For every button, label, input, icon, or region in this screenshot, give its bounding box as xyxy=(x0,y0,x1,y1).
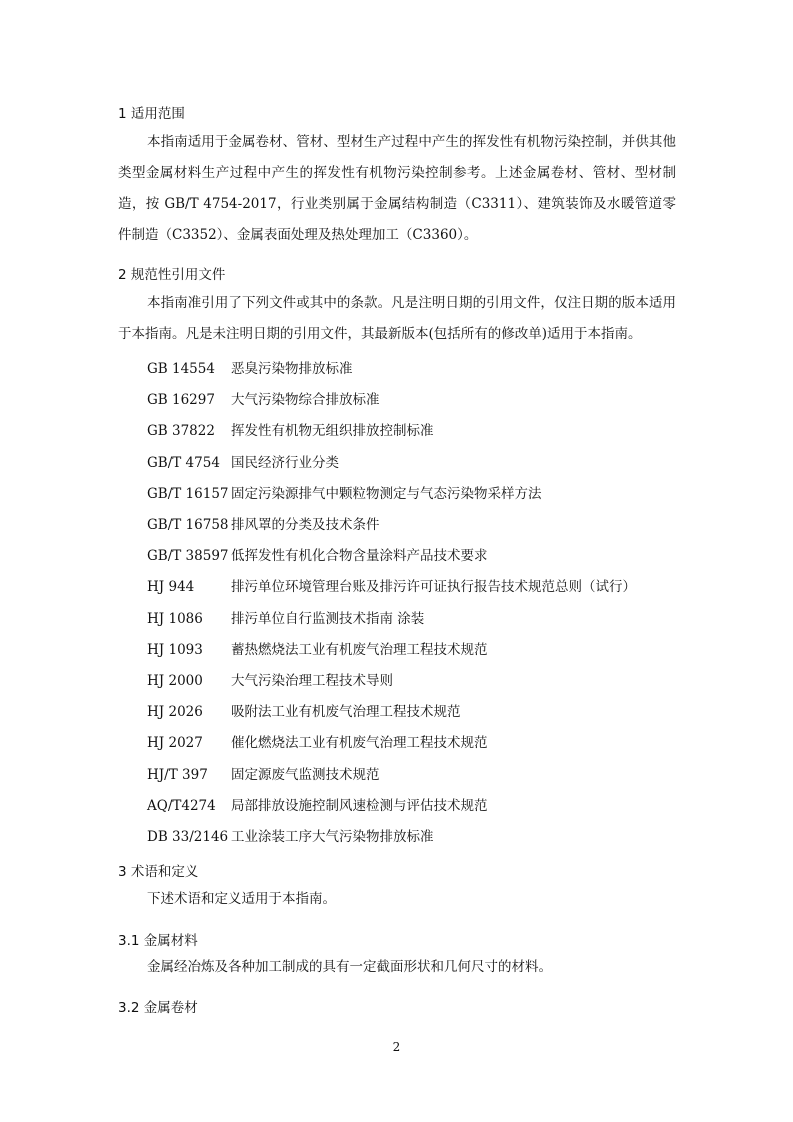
reference-title: 催化燃烧法工业有机废气治理工程技术规范 xyxy=(231,735,488,752)
reference-item xyxy=(147,638,488,658)
page-number: 2 xyxy=(392,1040,401,1054)
reference-item xyxy=(147,575,636,595)
reference-title: 恶臭污染物排放标准 xyxy=(231,361,353,377)
reference-item xyxy=(147,357,353,377)
reference-title: 固定污染源排气中颗粒物测定与气态污染物采样方法 xyxy=(231,485,542,502)
reference-code: HJ 2027 xyxy=(147,735,203,752)
reference-code: AQ/T4274 xyxy=(147,797,216,814)
section-2-heading: 2 规范性引用文件 xyxy=(118,267,226,283)
reference-item xyxy=(147,669,393,689)
reference-item xyxy=(147,451,339,471)
reference-item xyxy=(147,388,380,408)
reference-code: HJ 1093 xyxy=(147,641,203,658)
reference-code: GB/T 16157 xyxy=(147,485,229,502)
reference-item xyxy=(147,794,488,814)
reference-code: GB 16297 xyxy=(147,392,215,409)
reference-item xyxy=(147,700,461,720)
reference-title: 排污单位环境管理台账及排污许可证执行报告技术规范总则（试行） xyxy=(231,579,636,596)
reference-title: 吸附法工业有机废气治理工程技术规范 xyxy=(231,704,461,721)
reference-code: GB/T 38597 xyxy=(147,548,229,565)
section-1-heading: 1 适用范围 xyxy=(118,106,185,122)
reference-title: 固定源废气监测技术规范 xyxy=(231,766,380,783)
reference-title: 大气污染治理工程技术导则 xyxy=(231,673,393,689)
reference-title: 工业涂装工序大气污染物排放标准 xyxy=(231,829,434,845)
reference-code: GB 37822 xyxy=(147,423,215,440)
reference-title: 挥发性有机物无组织排放控制标准 xyxy=(231,423,434,440)
reference-title: 大气污染物综合排放标准 xyxy=(231,392,380,409)
reference-title: 排污单位自行监测技术指南 涂装 xyxy=(231,610,425,627)
section-3-heading: 3 术语和定义 xyxy=(118,864,199,880)
reference-item xyxy=(147,763,380,783)
section-3-2-heading: 3.2 金属卷材 xyxy=(118,1000,198,1016)
section-3-1-body: 金属经冶炼及各种加工制成的具有一定截面形状和几何尺寸的材料。 xyxy=(147,959,552,975)
reference-item xyxy=(147,731,488,751)
reference-title: 国民经济行业分类 xyxy=(231,454,339,471)
reference-title: 蓄热燃烧法工业有机废气治理工程技术规范 xyxy=(231,641,488,658)
section-2-body: 本指南准引用了下列文件或其中的条款。凡是注明日期的引用文件，仅注日期的版本适用于本指南。凡是未注明日期的引用文件，其最新版本(包括所有的修改单)适用于本指南。 xyxy=(118,295,676,342)
reference-code: GB/T 4754 xyxy=(147,454,220,471)
section-3-1-heading: 3.1 金属材料 xyxy=(118,933,198,949)
reference-code: HJ/T 397 xyxy=(147,766,208,783)
reference-item xyxy=(147,513,380,533)
reference-item xyxy=(147,825,434,845)
reference-code: GB/T 16758 xyxy=(147,517,229,533)
reference-item xyxy=(147,607,424,627)
reference-title: 局部排放设施控制风速检测与评估技术规范 xyxy=(231,797,488,814)
reference-title: 排风罩的分类及技术条件 xyxy=(231,517,380,533)
reference-code: GB 14554 xyxy=(147,361,215,377)
reference-code: HJ 944 xyxy=(147,579,195,596)
reference-item xyxy=(147,482,542,502)
reference-code: HJ 2000 xyxy=(147,673,203,689)
reference-code: HJ 2026 xyxy=(147,704,203,721)
section-1-body: 本指南适用于金属卷材、管材、型材生产过程中产生的挥发性有机物污染控制，并供其他类型金属材料生产过程中产生的挥发性有机物污染控制参考。上述金属卷材、管材、型材制造，按 GB/T 4754-2017，行业类别属于金属结构制造（C3311）、建筑装饰及水暖管道零件制造（C3352）、金属表面处理及热处理加工（C3360）。 xyxy=(118,134,676,243)
reference-code: DB 33/2146 xyxy=(147,829,229,845)
reference-item xyxy=(147,419,434,439)
section-3-body: 下述术语和定义适用于本指南。 xyxy=(147,891,336,907)
reference-title: 低挥发性有机化合物含量涂料产品技术要求 xyxy=(231,548,488,565)
reference-item xyxy=(147,544,488,564)
reference-code: HJ 1086 xyxy=(147,610,203,627)
